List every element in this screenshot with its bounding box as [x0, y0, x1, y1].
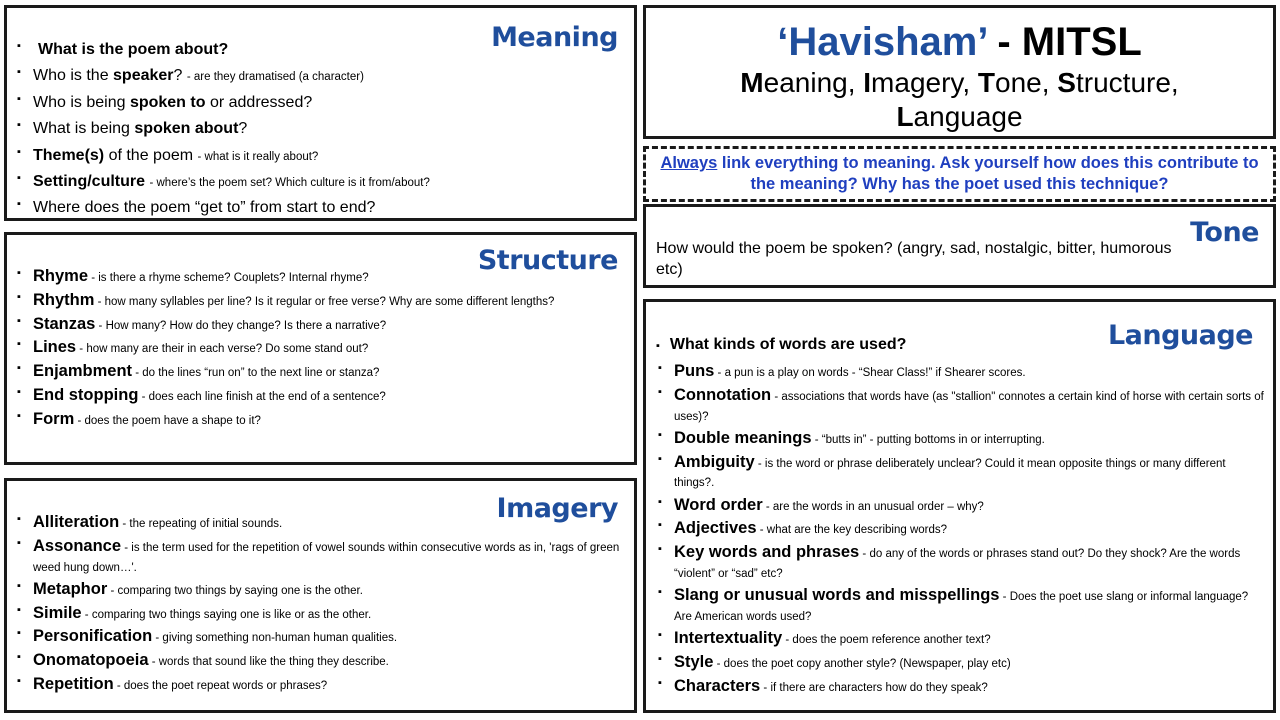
bullet-icon: ▪ [17, 536, 21, 549]
note-text: Always link everything to meaning. Ask yourself how does this contribute to the meaning? Why has the poet used this technique? [660, 154, 1259, 194]
term-description: - words that sound like the thing they describe. [148, 656, 389, 669]
bullet-icon: ▪ [17, 92, 21, 105]
imagery-list [15, 513, 625, 699]
bullet-icon: ▪ [658, 629, 662, 642]
bullet-icon: ▪ [17, 40, 21, 52]
term-label: Personification [33, 627, 153, 646]
list-item [15, 291, 615, 311]
page-subtitle: Meaning, Imagery, Tone, Structure, Language [740, 67, 1179, 133]
term-label: Metaphor [33, 579, 108, 598]
bullet-icon: ▪ [17, 651, 21, 664]
term-description: - comparing two things by saying one is the other. [107, 584, 363, 597]
list-item [15, 651, 625, 671]
list-item [15, 410, 615, 430]
bullet-icon: ▪ [17, 513, 21, 525]
title-box [643, 5, 1276, 139]
term-label: Slang or unusual words and misspellings [674, 586, 1000, 605]
list-item: ▪ Theme(s) of the poem - what is it really about? [17, 145, 319, 164]
list-item [656, 586, 1266, 625]
list-item [15, 580, 625, 600]
list-item [656, 677, 1266, 697]
term-label: Style [674, 652, 714, 671]
bullet-icon: ▪ [17, 674, 21, 687]
list-item: ▪ Who is the speaker? - are they dramatised (a character) [17, 66, 364, 85]
bullet-icon: ▪ [17, 627, 21, 640]
bullet-icon: ▪ [658, 519, 662, 532]
bullet-icon: ▪ [17, 409, 21, 422]
term-description: - what are the key describing words? [756, 524, 948, 537]
list-item [656, 386, 1266, 425]
term-description: - does the poet copy another style? (Newspaper, play etc) [713, 657, 1011, 670]
tone-heading: Tone [1190, 217, 1259, 248]
meaning-list [15, 40, 615, 225]
list-item: ▪ Setting/culture - where’s the poem set? Which culture is it from/about? [17, 171, 430, 190]
list-item: ▪ Where does the poem “get to” from start to end? [17, 198, 376, 217]
term-label: Word order [674, 495, 763, 514]
bullet-icon: ▪ [658, 652, 662, 665]
meaning-heading: Meaning [491, 22, 618, 53]
term-label: Characters [674, 676, 761, 695]
list-item: ▪ What is the poem about? [17, 40, 229, 58]
bullet-icon: ▪ [17, 314, 21, 327]
term-description: - are the words in an unusual order – why? [762, 500, 984, 513]
term-label: Stanzas [33, 314, 96, 333]
list-item [656, 453, 1266, 492]
bullet-icon: ▪ [658, 676, 662, 689]
bullet-icon: ▪ [17, 385, 21, 398]
term-description: - “butts in” - putting bottoms in or interrupting. [811, 433, 1045, 446]
bullet-icon: ▪ [658, 495, 662, 508]
imagery-heading: Imagery [496, 493, 618, 524]
list-item [656, 362, 1266, 382]
list-item [656, 496, 1266, 516]
term-description: - a pun is a play on words - “Shear Class!” if Shearer scores. [714, 367, 1026, 379]
bullet-icon: ▪ [656, 340, 660, 352]
list-item [15, 537, 625, 576]
term-label: Puns [674, 362, 715, 380]
page-title: ‘Havisham’ - MITSL [777, 20, 1142, 64]
term-label: Simile [33, 603, 82, 622]
language-list [656, 362, 1266, 701]
term-label: Ambiguity [674, 452, 755, 471]
term-label: Alliteration [33, 513, 120, 531]
term-description: - is the term used for the repetition of vowel sounds within consecutive words as in, 'rags of green weed hung down…'. [33, 541, 620, 574]
bullet-icon: ▪ [658, 385, 662, 398]
term-label: Lines [33, 338, 77, 357]
list-item [15, 627, 625, 647]
list-item: ▪ Who is being spoken to or addressed? [17, 92, 313, 111]
bullet-icon: ▪ [658, 362, 662, 374]
term-label: Repetition [33, 674, 114, 693]
language-heading: Language [1107, 320, 1253, 351]
term-description: - is the word or phrase deliberately unclear? Could it mean opposite things or many different things?. [674, 457, 1226, 490]
structure-list [15, 267, 615, 434]
note-box [643, 146, 1276, 202]
term-label: Intertextuality [674, 629, 783, 648]
term-description: - comparing two things saying one is like or as the other. [81, 608, 372, 621]
term-label: Key words and phrases [674, 543, 860, 562]
bullet-icon: ▪ [17, 603, 21, 616]
term-label: Rhythm [33, 290, 95, 309]
structure-heading: Structure [477, 245, 618, 276]
language-box [643, 299, 1276, 713]
imagery-box [4, 478, 637, 713]
term-description: - How many? How do they change? Is there a narrative? [95, 319, 387, 332]
term-label: Adjectives [674, 519, 757, 538]
term-description: - does the poem have a shape to it? [74, 414, 261, 427]
list-item [15, 386, 615, 406]
term-label: Rhyme [33, 267, 89, 285]
term-label: Double meanings [674, 428, 812, 447]
bullet-icon: ▪ [17, 267, 21, 279]
term-label: Form [33, 409, 75, 428]
bullet-icon: ▪ [17, 171, 21, 184]
term-description: - is there a rhyme scheme? Couplets? Internal rhyme? [88, 272, 369, 284]
list-item [656, 429, 1266, 449]
language-question: ▪ What kinds of words are used? [656, 336, 907, 353]
term-description: - does the poem reference another text? [782, 634, 991, 647]
list-item [656, 543, 1266, 582]
term-label: Enjambment [33, 362, 133, 381]
list-item [15, 604, 625, 624]
list-item [15, 513, 625, 533]
term-description: - does each line finish at the end of a sentence? [138, 390, 386, 403]
term-label: Onomatopoeia [33, 651, 149, 670]
term-description: - how many are their in each verse? Do some stand out? [76, 343, 369, 356]
list-item [15, 315, 615, 335]
list-item [15, 362, 615, 382]
list-item [656, 629, 1266, 649]
term-description: - giving something non-human human qualities. [152, 632, 398, 645]
tone-text: How would the poem be spoken? (angry, sad, nostalgic, bitter, humorous etc) [656, 240, 1172, 278]
bullet-icon: ▪ [17, 119, 21, 132]
bullet-icon: ▪ [17, 290, 21, 303]
term-description: - Does the poet use slang or informal language? Are American words used? [674, 591, 1249, 623]
term-label: End stopping [33, 385, 139, 404]
tone-box [643, 204, 1276, 288]
bullet-icon: ▪ [658, 452, 662, 465]
meaning-box [4, 5, 637, 221]
bullet-icon: ▪ [17, 362, 21, 375]
term-description: - how many syllables per line? Is it regular or free verse? Why are some different lengths? [94, 295, 555, 308]
bullet-icon: ▪ [658, 428, 662, 441]
list-item [15, 267, 615, 287]
bullet-icon: ▪ [17, 198, 21, 211]
list-item [656, 653, 1266, 673]
bullet-icon: ▪ [17, 145, 21, 158]
bullet-icon: ▪ [658, 586, 662, 599]
term-description: - if there are characters how do they speak? [760, 681, 988, 694]
term-description: - associations that words have (as "stallion" connotes a certain kind of horse with certain sorts of uses)? [674, 390, 1264, 423]
bullet-icon: ▪ [658, 543, 662, 556]
list-item: ▪ What is being spoken about? [17, 119, 248, 138]
term-label: Connotation [674, 385, 772, 404]
term-description: - do any of the words or phrases stand out? Do they shock? Are the words “violent” or “sad” etc? [674, 548, 1241, 580]
list-item [15, 338, 615, 358]
term-description: - the repeating of initial sounds. [119, 518, 283, 530]
bullet-icon: ▪ [17, 579, 21, 592]
term-description: - do the lines “run on” to the next line or stanza? [132, 367, 380, 380]
structure-box [4, 232, 637, 465]
list-item [656, 519, 1266, 539]
term-label: Assonance [33, 536, 122, 555]
term-description: - does the poet repeat words or phrases? [113, 679, 328, 692]
bullet-icon: ▪ [17, 66, 21, 79]
bullet-icon: ▪ [17, 338, 21, 351]
list-item [15, 675, 625, 695]
